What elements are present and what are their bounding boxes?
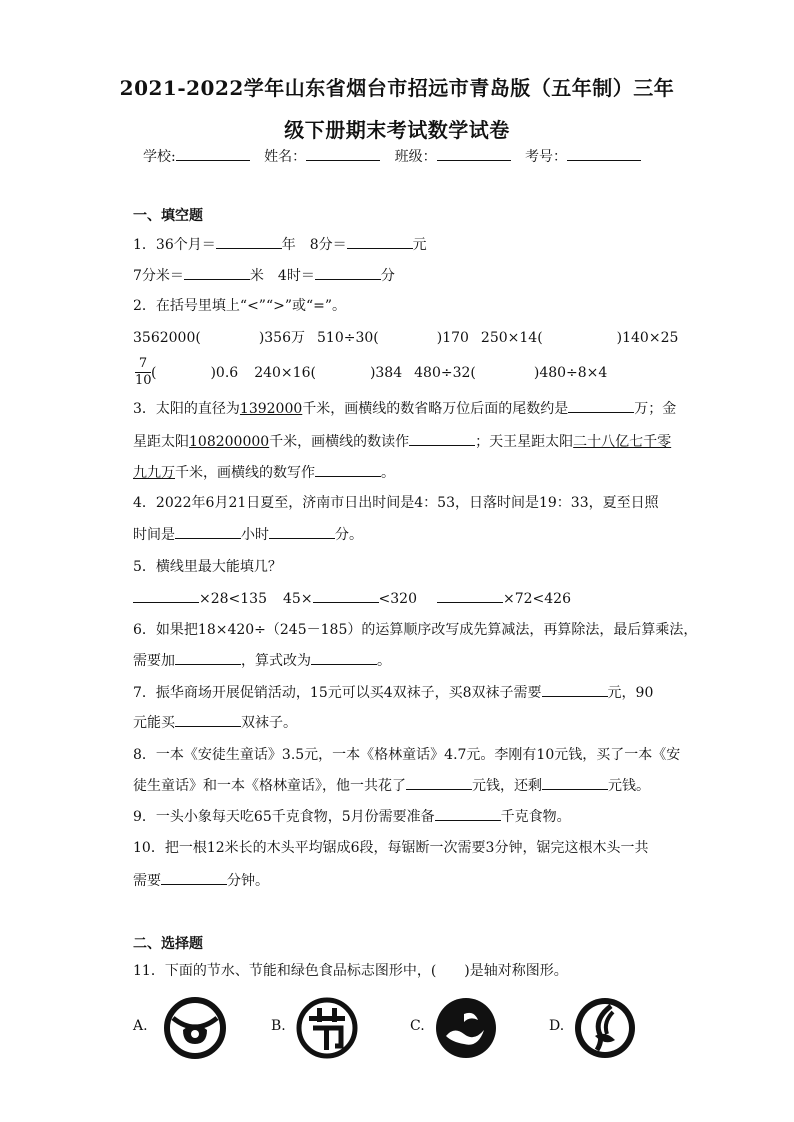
class-blank[interactable]: [437, 146, 511, 161]
answer-blank[interactable]: [175, 712, 241, 727]
option-b-label: B.: [271, 1018, 286, 1034]
answer-blank[interactable]: [542, 682, 608, 697]
question-9: 9．一头小象每天吃65千克食物，5月份需要准备 千克食物。: [133, 806, 571, 827]
answer-blank[interactable]: [313, 588, 379, 603]
answer-blank[interactable]: [435, 806, 501, 821]
question-3-line3: 九九万千米，画横线的数写作 。: [133, 462, 395, 483]
option-d[interactable]: [549, 996, 669, 1060]
answer-blank[interactable]: [311, 650, 377, 665]
school-label: 学校:: [142, 149, 176, 165]
answer-blank[interactable]: [315, 265, 381, 280]
swirl-logo-icon: [434, 996, 498, 1060]
class-label: 班级：: [394, 149, 437, 165]
exam-title-line1: 2021-2022学年山东省烟台市招远市青岛版（五年制）三年: [119, 76, 675, 100]
exam-no-label: 考号：: [525, 149, 568, 165]
question-5-row: ×28<135 45× <320 ×72<426: [133, 588, 571, 609]
school-blank[interactable]: [176, 146, 250, 161]
answer-blank[interactable]: [347, 234, 413, 249]
option-a-label: A.: [133, 1018, 148, 1034]
section1-title: 一、填空题: [133, 208, 203, 224]
question-10-line2: 需要 分钟。: [133, 870, 269, 891]
answer-blank[interactable]: [406, 775, 472, 790]
exam-title-line2: 级下册期末考试数学试卷: [284, 118, 510, 142]
question-3-line1: 3．太阳的直径为1392000千米，画横线的数省略万位后面的尾数约是 万；金: [133, 398, 676, 419]
question-5-stem: 5．横线里最大能填几？: [133, 559, 282, 575]
question-7-line1: 7．振华商场开展促销活动，15元可以买4双袜子，买8双袜子需要 元，90: [133, 682, 653, 703]
green-food-logo-icon: [573, 996, 637, 1060]
name-blank[interactable]: [306, 146, 380, 161]
answer-blank[interactable]: [175, 524, 241, 539]
water-saving-logo-icon: [163, 996, 227, 1060]
question-8-line1: 8．一本《安徒生童话》3.5元，一本《格林童话》4.7元。李刚有10元钱，买了一本《安: [133, 747, 681, 763]
question-8-line2: 徒生童话》和一本《格林童话》，他一共花了 元钱，还剩 元钱。: [133, 775, 650, 796]
energy-saving-logo-icon: [295, 996, 359, 1060]
answer-blank[interactable]: [133, 588, 199, 603]
answer-blank[interactable]: [315, 462, 381, 477]
option-d-label: D.: [549, 1018, 565, 1034]
question-6-line2: 需要加 ，算式改为 。: [133, 650, 391, 671]
option-c[interactable]: [410, 996, 530, 1060]
name-label: 姓名：: [264, 149, 307, 165]
answer-blank[interactable]: [409, 431, 475, 446]
question-2-row2: ( )0.6 240×16( )384 480÷32( )480÷8×4: [151, 365, 608, 381]
answer-blank[interactable]: [437, 588, 503, 603]
answer-blank[interactable]: [175, 650, 241, 665]
question-4-line1: 4．2022年6月21日夏至，济南市日出时间是4：53，日落时间是19：33，夏至日照: [133, 495, 659, 511]
question-7-line2: 元能买 双袜子。: [133, 712, 297, 733]
question-1-line2: 7分米＝ 米 4时＝ 分: [133, 265, 395, 286]
answer-blank[interactable]: [269, 524, 335, 539]
question-2-row1: 3562000( )356万 510÷30( )170 250×14( )140×25: [133, 330, 679, 346]
question-4-line2: 时间是 小时 分。: [133, 524, 363, 545]
question-11-stem: 11．下面的节水、节能和绿色食品标志图形中，( )是轴对称图形。: [133, 963, 568, 979]
answer-blank[interactable]: [542, 775, 608, 790]
option-b[interactable]: [271, 996, 391, 1060]
section2-title: 二、选择题: [133, 936, 203, 952]
exam-no-blank[interactable]: [567, 146, 641, 161]
question-6-line1: 6．如果把18×420÷（245－185）的运算顺序改写成先算减法，再算除法，最后算乘法，: [133, 622, 698, 638]
question-1-line1: 1．36个月＝ 年 8分＝ 元: [133, 234, 427, 255]
question-10-line1: 10．把一根12米长的木头平均锯成6段，每锯断一次需要3分钟，锯完这根木头一共: [133, 840, 649, 856]
option-c-label: C.: [410, 1018, 425, 1034]
answer-blank[interactable]: [161, 870, 227, 885]
answer-blank[interactable]: [216, 234, 282, 249]
option-a[interactable]: [133, 996, 253, 1060]
student-info-row: [0, 146, 794, 166]
answer-blank[interactable]: [184, 265, 250, 280]
fraction-seven-tenths: $\frac{7}{10}$: [135, 356, 152, 388]
question-2-stem: 2．在括号里填上“<”“>”或“=”。: [133, 298, 347, 314]
answer-blank[interactable]: [568, 398, 634, 413]
question-3-line2: 星距太阳108200000千米，画横线的数读作 ；天王星距太阳二十八亿七千零: [133, 431, 671, 452]
